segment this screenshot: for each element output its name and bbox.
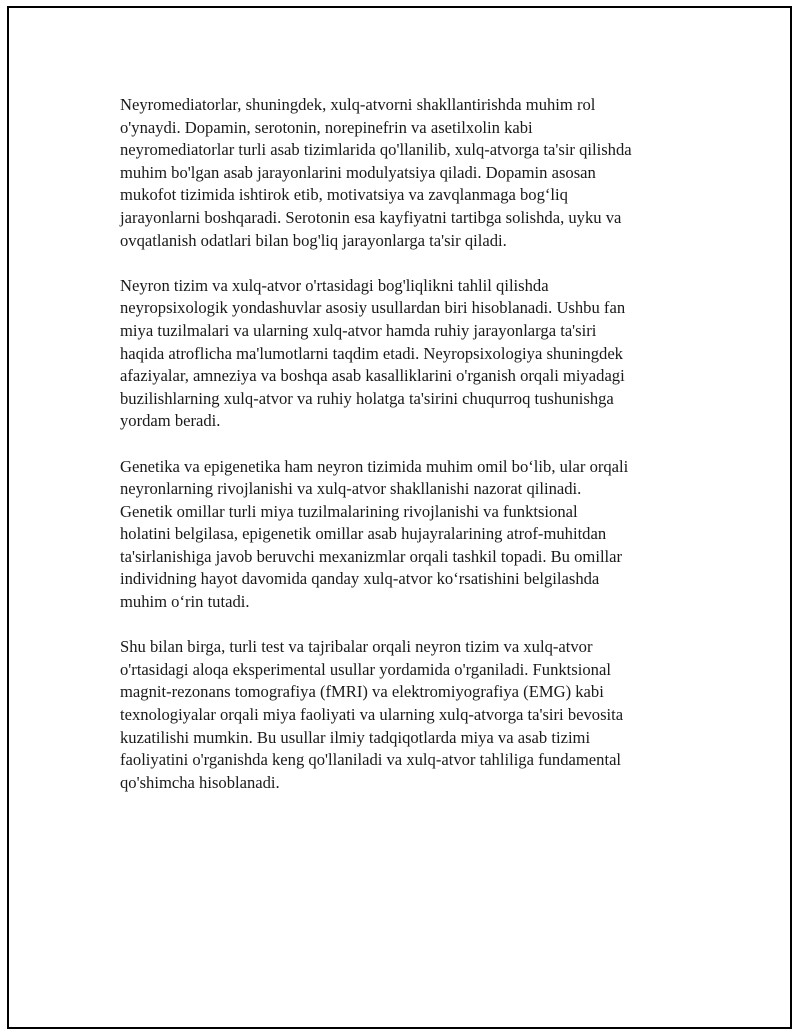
- paragraph-experimental-methods: Shu bilan birga, turli test va tajribalar orqali neyron tizim va xulq-atvor o'rtasidagi aloqa eksperimental usullar yordamida o'rganiladi. Funktsional magnit-rezonans tomografiya (fMRI) va elektromiyografiya (EMG) kabi texnologiyalar orqali miya faoliyati va ularning xulq-atvorga ta'siri bevosita kuzatilishi mumkin. Bu usullar ilmiy tadqiqotlarda miya va asab tizimi faoliyatini o'rganishda keng qo'llaniladi va xulq-atvor tahliliga fundamental qo'shimcha hisoblanadi.: [120, 637, 624, 792]
- paragraph-neuromediators: Neyromediatorlar, shuningdek, xulq-atvorni shakllantirishda muhim rol o'ynaydi. Dopamin, serotonin, norepinefrin va asetilxolin kabi neyromediatorlar turli asab tizimlarida qo'llanilib, xulq-atvorga ta'sir qilishda muhim bo'lgan asab jarayonlarini modulyatsiya qiladi. Dopamin asosan mukofot tizimida ishtirok etib, motivatsiya va zavqlanmaga bog‘liq jarayonlarni boshqaradi. Serotonin esa kayfiyatni tartibga solishda, uyku va ovqatlanish odatlari bilan bog'liq jarayonlarga ta'sir qiladi.: [120, 95, 632, 250]
- paragraph-neuropsychology: Neyron tizim va xulq-atvor o'rtasidagi bog'liqlikni tahlil qilishda neyropsixologik yondashuvlar asosiy usullardan biri hisoblanadi. Ushbu fan miya tuzilmalari va ularning xulq-atvor hamda ruhiy jarayonlarga ta'siri haqida atroflicha ma'lumotlarni taqdim etadi. Neyropsixologiya shuningdek afaziyalar, amneziya va boshqa asab kasalliklarini o'rganish orqali miyadagi buzilishlarning xulq-atvor va ruhiy holatga ta'sirini chuqurroq tushunishga yordam beradi.: [120, 275, 626, 431]
- document-body: [120, 94, 705, 817]
- paragraph-genetics: Genetika va epigenetika ham neyron tizimida muhim omil bo‘lib, ular orqali neyronlarning rivojlanishi va xulq-atvor shakllanishi nazorat qilinadi. Genetik omillar turli miya tuzilmalarining rivojlanishi va funktsional holatini belgilasa, epigenetik omillar asab hujayralarining atrof-muhitdan ta'sirlanishiga javob beruvchi mexanizmlar orqali tashkil topadi. Bu omillar individning hayot davomida qanday xulq-atvor ko‘rsatishini belgilashda muhim o‘rin tutadi.: [120, 456, 629, 612]
- document-page: [7, 6, 792, 1029]
